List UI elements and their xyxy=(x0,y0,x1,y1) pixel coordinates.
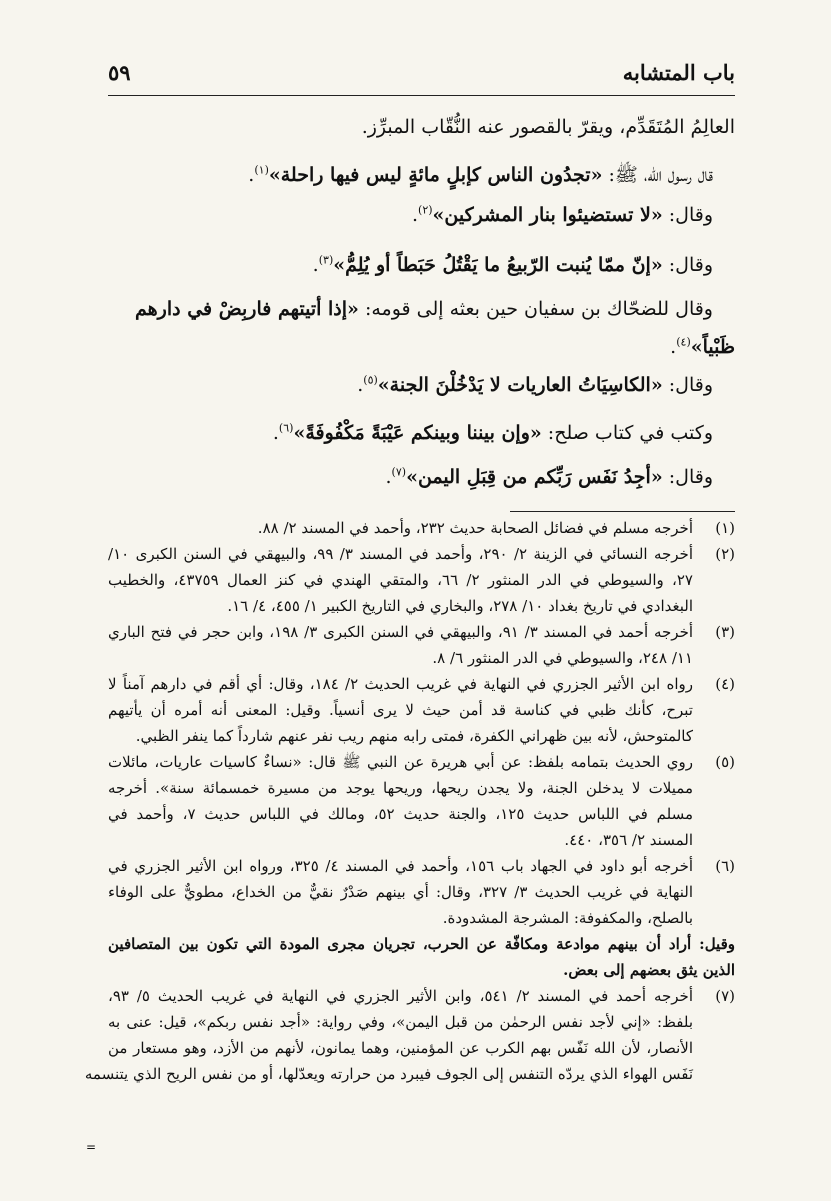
main-line-text: . xyxy=(411,204,419,226)
main-line xyxy=(108,160,713,190)
footnote-ref: (٤) xyxy=(676,335,691,349)
hadith-quote: «إذا أتيتهم فاربِضْ في دارهم xyxy=(135,298,359,320)
footnote-line: نَفَس الهواء الذي يردّه التنفس إلى الجوف فيبرد من حرارته ويعدّلها، أو من نفس الريح الذي يتنسمه xyxy=(84,1065,693,1083)
hadith-quote: «الكاسِيَاتُ العاريات لا يَدْخُلْنَ الجنة» xyxy=(377,374,663,396)
footnote-line: الأنصار، لأن الله نَفّس بهم الكرب عن المؤمنين، وهما يمانون، لأنهم من الأزد، وهو مستعار من xyxy=(108,1039,693,1057)
footnote-line: رواه ابن الأثير الجزري في النهاية في غريب الحديث ٢/ ١٨٤، وقال: أي أقم في دارهم آمناً لا xyxy=(108,675,693,693)
footnote-line: بالصلح، والمكفوفة: المشرجة المشدودة. xyxy=(442,909,693,927)
footnote-line: أخرجه مسلم في فضائل الصحابة حديث ٢٣٢، وأحمد في المسند ٢/ ٨٨. xyxy=(257,519,693,537)
hadith-quote: «وإن بيننا وبينكم عَيْبَةً مَكْفُوفَةً» xyxy=(293,422,542,444)
footnote-line: روي الحديث بتمامه بلفظ: عن أبي هريرة عن النبي ﷺ قال: «نساءٌ كاسيات عاريات، مائلات xyxy=(108,753,693,771)
hadith-quote: «أجِدُ نَفَس رَبِّكم من قِبَلِ اليمن» xyxy=(406,466,663,488)
main-line xyxy=(108,462,713,492)
footnote-line: أخرجه أبو داود في الجهاد باب ١٥٦، وأحمد في المسند ٤/ ٣٢٥، ورواه ابن الأثير الجزري في xyxy=(108,857,694,875)
main-line xyxy=(108,370,713,400)
footnote-line: كالمتوحش، لأنه بين ظهراني الكفرة، فمتى رابه منهم ريب نفر عنهم شارداً كما ينفر الظبي. xyxy=(135,727,693,745)
page-number: ٥٩ xyxy=(108,60,131,85)
main-line xyxy=(108,332,735,362)
footnote-line: مسلم في اللباس حديث ١٢٥، والجنة حديث ٥٢، ومالك في اللباس حديث ٧، وأحمد في xyxy=(108,805,693,823)
footnote-line: ١١/ ٢٤٨، والسيوطي في الدر المنثور ٦/ ٨. xyxy=(432,649,693,667)
footnote-number: (٢) xyxy=(715,545,735,563)
footnote-number: (٧) xyxy=(715,987,735,1005)
footnote-line: بلفظ: «إني لأجد نفس الرحمٰن من قبل اليمن»، وفي رواية: «أجد نفس ربكم»، قيل: عنى به xyxy=(108,1013,693,1031)
footnote-line: أخرجه أحمد في المسند ٣/ ٩١، والبيهقي في السنن الكبرى ٣/ ١٩٨، وابن حجر في فتح الباري xyxy=(108,623,694,641)
footnote-ref: (٢) xyxy=(418,203,433,217)
footnote-line: تبرح، كأنك ظبي في كناسة قد أمن حيث لا يرى أنسياً. وقيل: المعنى أنه أمره أن يأتيهم xyxy=(108,701,693,719)
main-line-text: وقال: xyxy=(662,254,713,276)
footnote-line: أخرجه أحمد في المسند ٢/ ٥٤١، وابن الأثير الجزري في النهاية في غريب الحديث ٥/ ٩٣، xyxy=(108,987,693,1005)
main-line-text: وكتب في كتاب صلح: xyxy=(541,422,713,444)
footnote-number: (٣) xyxy=(715,623,735,641)
main-line-text: . xyxy=(385,466,392,488)
hadith-quote: «إنّ ممّا يُنبت الرّبيعُ ما يَقْتُلُ حَبَطاً أو يُلِمُّ» xyxy=(333,254,663,276)
footnote-line: مميلات لا يدخلن الجنة، ولا يجدن ريحها، وريحها يوجد من مسيرة خمسمائة سنة». أخرجه xyxy=(108,779,693,797)
running-header xyxy=(108,58,735,94)
main-line xyxy=(108,418,713,448)
main-line xyxy=(108,112,735,142)
footnote-number: (٥) xyxy=(715,753,735,771)
main-line-text: . xyxy=(272,422,279,444)
main-line-text: وقال: xyxy=(662,374,713,396)
chapter-title: باب المتشابه xyxy=(622,60,735,85)
main-line xyxy=(108,200,713,230)
footnote-ref: (٧) xyxy=(391,465,407,479)
footnote-line: المسند ٢/ ٣٥٦، ٤٤٠. xyxy=(564,831,693,849)
continuation-mark: = xyxy=(86,1140,97,1154)
main-line-text: . xyxy=(357,374,364,396)
footnote-ref: (٦) xyxy=(278,421,294,435)
footnote-separator xyxy=(510,511,735,512)
main-line-text: وقال: xyxy=(662,466,713,488)
footnote-line: ٢٧، والسيوطي في الدر المنثور ٢/ ٦٦، والمتقي الهندي في كنز العمال ٤٣٧٥٩، والخطيب xyxy=(108,571,693,589)
footnote-line: الذين يثق بعضهم إلى بعض. xyxy=(563,961,735,979)
main-line xyxy=(108,250,713,280)
hadith-quote: «لا تستضيئوا بنار المشركين» xyxy=(432,204,663,226)
footnote-number: (٤) xyxy=(715,675,735,693)
hadith-quote: «تجدُون الناس كإبلٍ مائةٍ ليس فيها راحلة» xyxy=(268,164,603,186)
hadith-quote: ظَبْياً» xyxy=(690,336,735,358)
main-line-text: وقال للضحّاك بن سفيان حين بعثه إلى قومه: xyxy=(358,298,713,320)
main-line-text: قال رسول الله، ﷺ: xyxy=(602,164,713,186)
main-line xyxy=(108,294,713,324)
footnote-number: (٦) xyxy=(715,857,735,875)
footnote-line: أخرجه النسائي في الزينة ٢/ ٢٩٠، وأحمد في المسند ٣/ ٩٩، والبيهقي في السنن الكبرى ١٠/ xyxy=(108,545,694,563)
main-line-text: العالِمُ المُتَقَدِّم، ويقرّ بالقصور عنه النُّقّاب المبرِّز. xyxy=(361,116,735,138)
footnote-number: (١) xyxy=(715,519,735,537)
footnote-ref: (٥) xyxy=(363,373,378,387)
footnote-line: النهاية في غريب الحديث ٣/ ٣٢٧، وقال: أي بينهم صَدْرٌ نقيٌّ من الخداع، مطويٌّ على الوفاء xyxy=(108,883,693,901)
footnote-line: وقيل: أراد أن بينهم موادعة ومكافّة عن الحرب، تجريان مجرى المودة التي تكون بين المتصافين xyxy=(108,935,735,953)
main-line-text: . xyxy=(248,164,255,186)
footnote-ref: (١) xyxy=(254,163,269,177)
main-line-text: . xyxy=(312,254,319,276)
main-line-text: . xyxy=(670,336,677,358)
header-rule xyxy=(108,95,735,96)
footnote-ref: (٣) xyxy=(318,253,334,267)
footnote-line: البغدادي في تاريخ بغداد ١٠/ ٢٧٨، والبخاري في التاريخ الكبير ١/ ٤٥٥، ٤/ ١٦. xyxy=(227,597,693,615)
main-line-text: وقال: xyxy=(662,204,713,226)
